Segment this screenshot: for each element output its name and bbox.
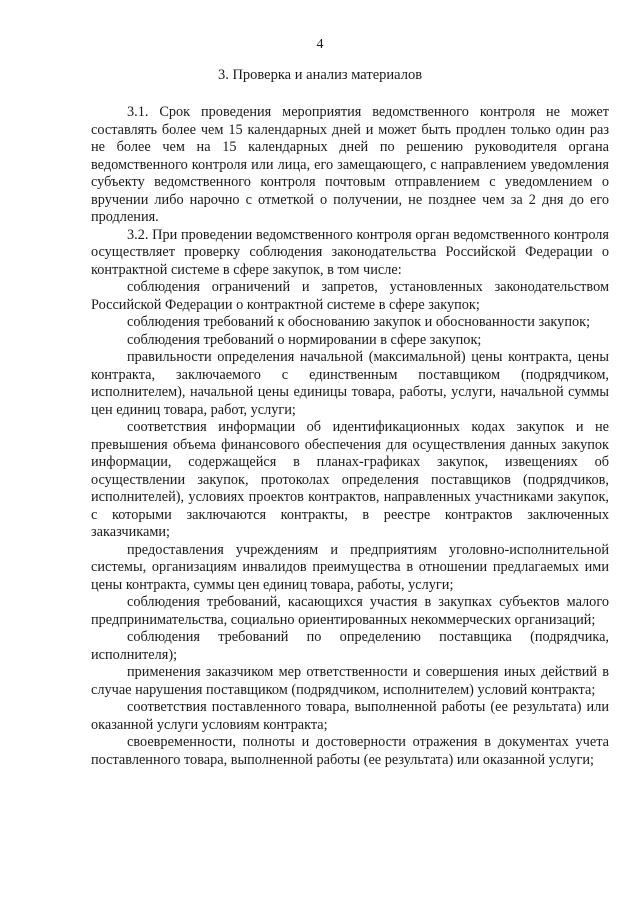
list-item: соблюдения требований, касающихся участия в закупках субъектов малого предпринимательства, социально ориентированных некоммерческих организаций; bbox=[91, 594, 609, 628]
list-item: предоставления учреждениям и предприятиям уголовно-исполнительной системы, организациям инвалидов преимущества в отношении предлагаемых ими цены контракта, суммы цен единиц товара, работы, услуги; bbox=[91, 541, 609, 593]
list-item: соблюдения ограничений и запретов, установленных законодательством Российской Федерации о контрактной системе в сфере закупок; bbox=[91, 279, 609, 313]
list-item: соблюдения требований к обоснованию закупок и обоснованности закупок; bbox=[127, 314, 591, 330]
body-text bbox=[91, 104, 609, 769]
list-item: правильности определения начальной (максимальной) цены контракта, цены контракта, заключаемого с единственным поставщиком (подрядчиком, исполнителем), начальной цены единицы товара, работы, услуги, начальной суммы цен единиц товара, работ, услуги; bbox=[91, 349, 609, 418]
list-item: применения заказчиком мер ответственности и совершения иных действий в случае нарушения поставщиком (подрядчиком, исполнителем) условий контракта; bbox=[91, 664, 609, 698]
paragraph: 3.1. Срок проведения мероприятия ведомственного контроля не может составлять более чем 15 календарных дней и может быть продлен только один раз не более чем на 15 календарных дней по решению руководителя органа ведомственного контроля или лица, его замещающего, с направлением уведомления субъекту ведомственного контроля почтовым отправлением с уведомлением о вручении либо нарочно с отметкой о получении, не позднее чем за 2 дня до его продления. bbox=[91, 104, 609, 225]
paragraph: 3.2. При проведении ведомственного контроля орган ведомственного контроля осуществляет проверку соблюдения законодательства Российской Федерации о контрактной системе в сфере закупок, в том числе: bbox=[91, 226, 609, 278]
list-item: соответствия поставленного товара, выполненной работы (ее результата) или оказанной услуги условиям контракта; bbox=[91, 699, 609, 733]
section-heading: 3. Проверка и анализ материалов bbox=[217, 67, 423, 83]
list-item: соблюдения требований о нормировании в сфере закупок; bbox=[127, 331, 482, 348]
list-item: своевременности, полноты и достоверности отражения в документах учета поставленного товара, выполненной работы (ее результата) или оказанной услуги; bbox=[91, 734, 609, 768]
page-number: 4 bbox=[316, 37, 324, 52]
list-item: соблюдения требований по определению поставщика (подрядчика, исполнителя); bbox=[91, 629, 609, 663]
list-item: соответствия информации об идентификационных кодах закупок и не превышения объема финансового обеспечения для осуществления данных закупок информации, содержащейся в планах-графиках закупок, извещениях об осуществлении закупок, протоколах определения поставщиков (подрядчиков, исполнителей), условиях проектов контрактов, направленных участниками закупок, с которыми заключаются контракты, в реестре контрактов заключенных заказчиками; bbox=[91, 419, 609, 540]
